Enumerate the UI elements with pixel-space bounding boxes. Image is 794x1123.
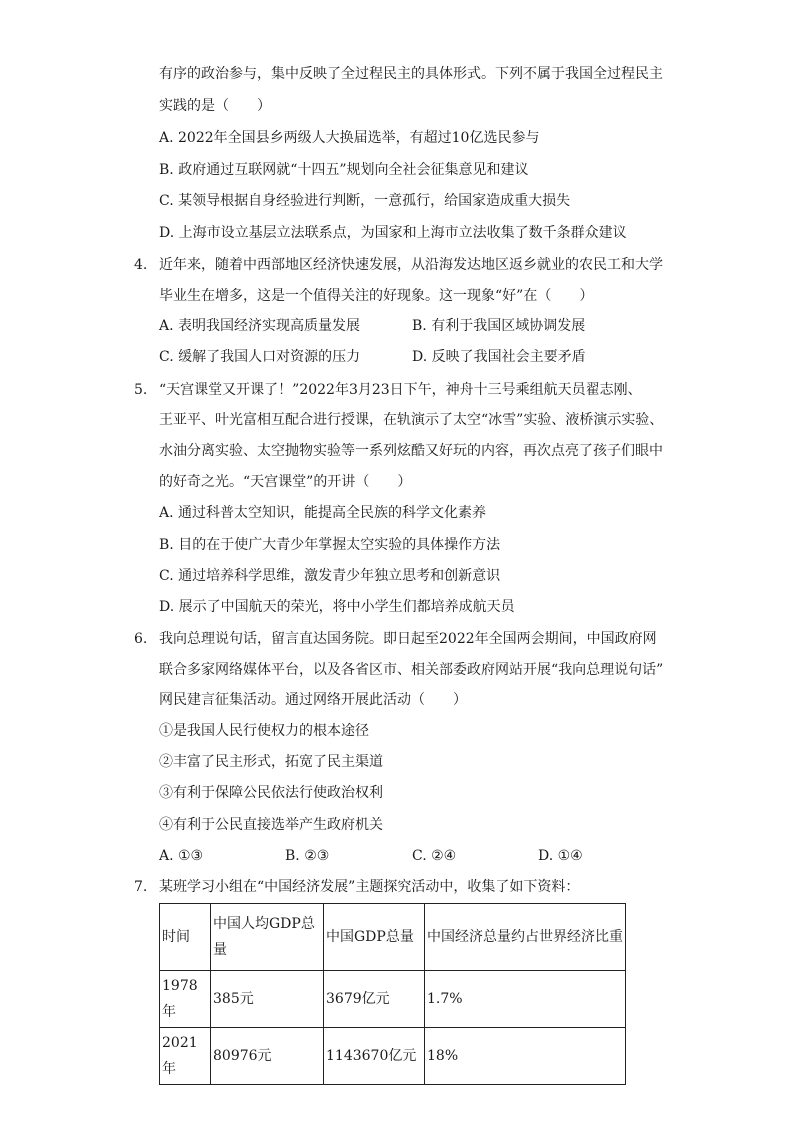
q6-number: 6. xyxy=(134,631,148,647)
q5-stem-line3: 水油分离实验、太空抛物实验等一系列炫酷又好玩的内容，再次点亮了孩子们眼中 xyxy=(159,443,663,459)
q6-statement-3: ③有利于保障公民依法行使政治权利 xyxy=(159,785,383,801)
q5-option-d: D. 展示了中国航天的荣光，将中小学生们都培养成航天员 xyxy=(159,599,515,615)
q5-stem-line4: 的好奇之光。“天宫课堂”的开讲（ ） xyxy=(159,474,412,490)
q4-option-d: D. 反映了我国社会主要矛盾 xyxy=(412,349,586,365)
q4-stem-line1: 近年来，随着中西部地区经济快速发展，从沿海发达地区返乡就业的农民工和大学 xyxy=(159,257,663,273)
table-header-row xyxy=(160,904,626,971)
table-cell: 1.7% xyxy=(425,971,626,1028)
q7-number: 7. xyxy=(134,879,148,895)
q6-stem-line3: 网民建言征集活动。通过网络开展此活动（ ） xyxy=(159,692,467,708)
q4-option-c: C. 缓解了我国人口对资源的压力 xyxy=(159,349,361,365)
table-header-cell: 中国GDP总量 xyxy=(324,904,425,971)
q7-stem-line1: 某班学习小组在“中国经济发展”主题探究活动中，收集了如下资料： xyxy=(159,879,580,895)
q6-stem-line2: 联合多家网络媒体平台，以及各省区市、相关部委政府网站开展“我向总理说句话” xyxy=(159,662,664,678)
q4-option-a: A. 表明我国经济实现高质量发展 xyxy=(159,318,361,334)
q3-stem-line2: 实践的是（ ） xyxy=(159,98,271,114)
table-cell: 18% xyxy=(425,1028,626,1085)
table-cell: 2021年 xyxy=(160,1028,211,1085)
table-cell: 3679亿元 xyxy=(324,971,425,1028)
table-cell: 1143670亿元 xyxy=(324,1028,425,1085)
gdp-data-table xyxy=(159,903,626,1085)
table-row xyxy=(160,1028,626,1085)
q3-option-c: C. 某领导根据自身经验进行判断，一意孤行，给国家造成重大损失 xyxy=(159,193,571,209)
q3-option-a: A. 2022年全国县乡两级人大换届选举，有超过10亿选民参与 xyxy=(159,130,540,146)
q5-option-c: C. 通过培养科学思维，激发青少年独立思考和创新意识 xyxy=(159,568,501,584)
q6-stem-line1: 我向总理说句话，留言直达国务院。即日起至2022年全国两会期间，中国政府网 xyxy=(159,631,657,647)
table-row xyxy=(160,971,626,1028)
q4-stem-line2: 毕业生在增多，这是一个值得关注的好现象。这一现象“好”在（ ） xyxy=(159,288,594,304)
table-header-cell: 时间 xyxy=(160,904,211,971)
q6-option-d: D. ①④ xyxy=(538,848,583,864)
q5-option-a: A. 通过科普太空知识，能提高全民族的科学文化素养 xyxy=(159,505,487,521)
table-cell: 80976元 xyxy=(211,1028,324,1085)
table-header-cell: 中国经济总量约占世界经济比重 xyxy=(425,904,626,971)
q5-stem-line2: 王亚平、叶光富相互配合进行授课，在轨演示了太空“冰雪”实验、液桥演示实验、 xyxy=(159,412,664,428)
q6-statement-1: ①是我国人民行使权力的根本途径 xyxy=(159,723,369,739)
q6-option-a: A. ①③ xyxy=(159,848,204,864)
q3-option-d: D. 上海市设立基层立法联系点，为国家和上海市立法收集了数千条群众建议 xyxy=(159,225,627,241)
table-cell: 1978年 xyxy=(160,971,211,1028)
q6-option-c: C. ②④ xyxy=(412,848,457,864)
q3-option-b: B. 政府通过互联网就“十四五”规划向全社会征集意见和建议 xyxy=(159,162,529,178)
q6-statement-4: ④有利于公民直接选举产生政府机关 xyxy=(159,817,383,833)
q3-stem-line1: 有序的政治参与，集中反映了全过程民主的具体形式。下列不属于我国全过程民主 xyxy=(159,66,663,82)
q5-stem-line1: “天宫课堂又开课了！”2022年3月23日下午，神舟十三号乘组航天员翟志刚、 xyxy=(159,382,642,398)
q5-option-b: B. 目的在于使广大青少年掌握太空实验的具体操作方法 xyxy=(159,537,501,553)
table-header-cell: 中国人均GDP总量 xyxy=(211,904,324,971)
q6-option-b: B. ②③ xyxy=(285,848,330,864)
q5-number: 5. xyxy=(134,382,148,398)
table-cell: 385元 xyxy=(211,971,324,1028)
q4-option-b: B. 有利于我国区域协调发展 xyxy=(412,318,586,334)
q6-statement-2: ②丰富了民主形式，拓宽了民主渠道 xyxy=(159,754,383,770)
q4-number: 4. xyxy=(134,257,148,273)
